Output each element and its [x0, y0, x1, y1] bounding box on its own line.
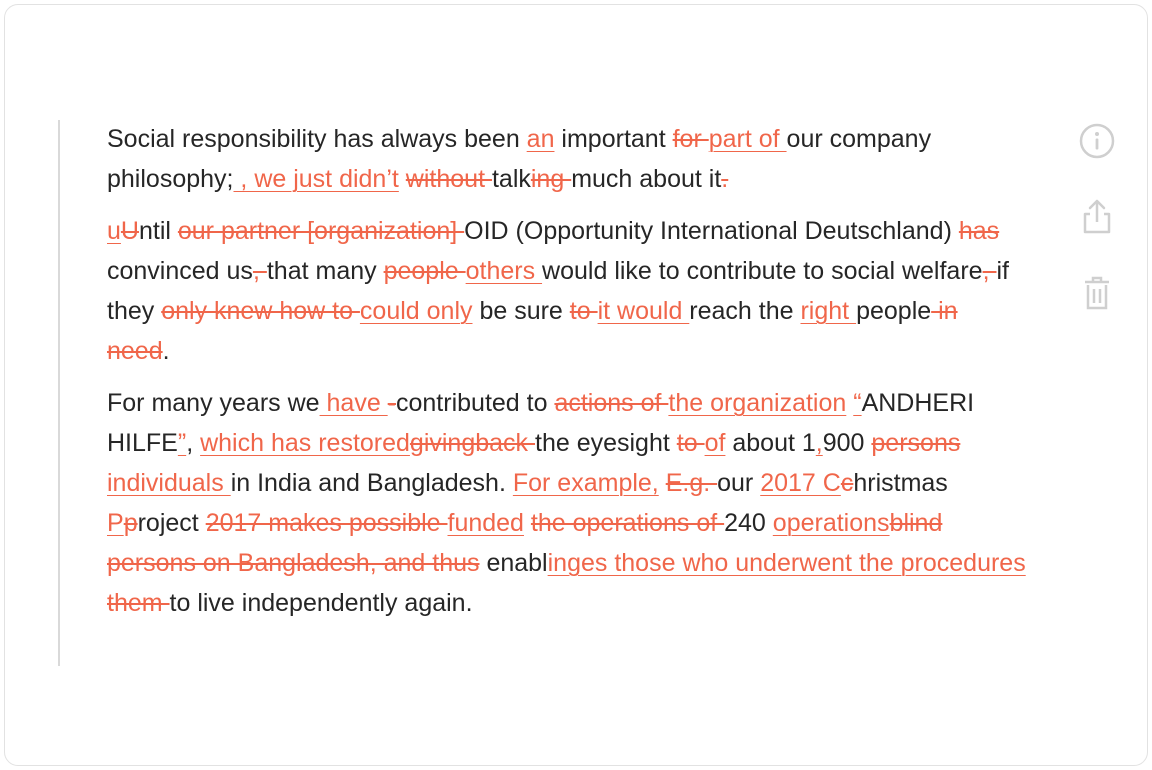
text-run: much about it	[571, 165, 722, 193]
side-toolbar	[1077, 121, 1117, 349]
text-run: our	[717, 469, 761, 497]
deleted-text[interactable]: to	[569, 297, 598, 325]
text-run: important	[554, 125, 673, 153]
inserted-text[interactable]: inges those who underwent the procedures	[547, 549, 1026, 577]
inserted-text[interactable]: ”	[177, 429, 187, 457]
inserted-text[interactable]: funded	[447, 509, 524, 537]
text-run: about 1	[725, 429, 816, 457]
deleted-text[interactable]: in need	[107, 297, 958, 365]
text-run: For many years we	[107, 389, 320, 417]
inserted-text[interactable]: 2017 C	[760, 469, 841, 497]
inserted-text[interactable]: For example,	[512, 469, 659, 497]
text-run: roject	[137, 509, 206, 537]
text-run	[659, 469, 666, 497]
text-run: reach the	[689, 297, 801, 325]
tracked-changes-text[interactable]	[107, 119, 1027, 623]
text-run	[399, 165, 406, 193]
inserted-text[interactable]: the organization	[668, 389, 847, 417]
deleted-text[interactable]: p	[123, 509, 138, 537]
text-run: 900	[822, 429, 872, 457]
text-run: the eyesight	[535, 429, 677, 457]
deleted-text[interactable]: givingback	[409, 429, 535, 457]
paragraph	[107, 211, 1027, 371]
text-run: to live independently again.	[169, 589, 473, 617]
inserted-text[interactable]: of	[704, 429, 726, 457]
text-run: that many	[266, 257, 384, 285]
deleted-text[interactable]: them	[107, 589, 170, 617]
deleted-text[interactable]: c	[840, 469, 854, 497]
inserted-text[interactable]: which has restored	[200, 429, 410, 457]
quote-bar	[58, 120, 60, 666]
text-run: Social responsibility has always been	[107, 125, 527, 153]
deleted-text[interactable]: for	[672, 125, 709, 153]
text-run: hristmas	[853, 469, 948, 497]
text-run: .	[162, 337, 170, 365]
deleted-text[interactable]: only knew how to	[161, 297, 360, 325]
inserted-text[interactable]: could only	[359, 297, 473, 325]
share-icon[interactable]	[1077, 197, 1117, 237]
inserted-text[interactable]: an	[526, 125, 555, 153]
deleted-text[interactable]: -	[387, 389, 396, 417]
info-icon[interactable]	[1077, 121, 1117, 161]
inserted-text[interactable]: individuals	[107, 469, 231, 497]
deleted-text[interactable]: ing	[530, 165, 572, 193]
inserted-text[interactable]: operations	[772, 509, 890, 537]
trash-icon[interactable]	[1077, 273, 1117, 313]
deleted-text[interactable]: actions of	[554, 389, 669, 417]
inserted-text[interactable]: , we just didn’t	[233, 165, 399, 193]
deleted-text[interactable]: without	[405, 165, 492, 193]
deleted-text[interactable]: U	[120, 217, 139, 245]
text-run: talk	[491, 165, 531, 193]
text-run: ANDHERI HILFE	[107, 389, 975, 457]
text-run: enabl	[479, 549, 548, 577]
text-run: in India and Bangladesh.	[230, 469, 513, 497]
text-run: people	[856, 297, 932, 325]
inserted-text[interactable]: right	[800, 297, 857, 325]
text-run: ,	[186, 429, 201, 457]
inserted-text[interactable]: others	[465, 257, 543, 285]
deleted-text[interactable]: persons	[871, 429, 961, 457]
inserted-text[interactable]: “	[853, 389, 862, 417]
inserted-text[interactable]: part of	[708, 125, 787, 153]
inserted-text[interactable]: it would	[597, 297, 690, 325]
text-run	[524, 509, 531, 537]
text-run: 240	[724, 509, 773, 537]
deleted-text[interactable]: blind persons on Bangladesh, and thus	[107, 509, 943, 577]
inserted-text[interactable]: ,	[815, 429, 823, 457]
inserted-text[interactable]: have	[319, 389, 388, 417]
text-run: ntil	[138, 217, 178, 245]
text-run: if they	[107, 257, 1009, 325]
text-run: be sure	[472, 297, 570, 325]
inserted-text[interactable]: P	[107, 509, 124, 537]
deleted-text[interactable]: 2017 makes possible	[205, 509, 448, 537]
document-card	[4, 4, 1148, 766]
deleted-text[interactable]: .	[721, 165, 729, 193]
deleted-text[interactable]: has	[958, 217, 1000, 245]
text-run: our company philosophy;	[107, 125, 932, 193]
deleted-text[interactable]: to	[676, 429, 705, 457]
text-run: convinced us	[107, 257, 253, 285]
text-run: would like to contribute to social welfare	[542, 257, 983, 285]
deleted-text[interactable]: ,	[982, 257, 997, 285]
paragraph	[107, 119, 1027, 199]
deleted-text[interactable]: people	[383, 257, 466, 285]
deleted-text[interactable]: the operations of	[530, 509, 725, 537]
text-run: contributed to	[396, 389, 555, 417]
inserted-text[interactable]: u	[107, 217, 121, 245]
deleted-text[interactable]: E.g.	[665, 469, 718, 497]
text-run: OID (Opportunity International Deutschland)	[464, 217, 959, 245]
deleted-text[interactable]: our partner [organization]	[177, 217, 465, 245]
paragraph	[107, 383, 1027, 623]
deleted-text[interactable]: ,	[252, 257, 267, 285]
